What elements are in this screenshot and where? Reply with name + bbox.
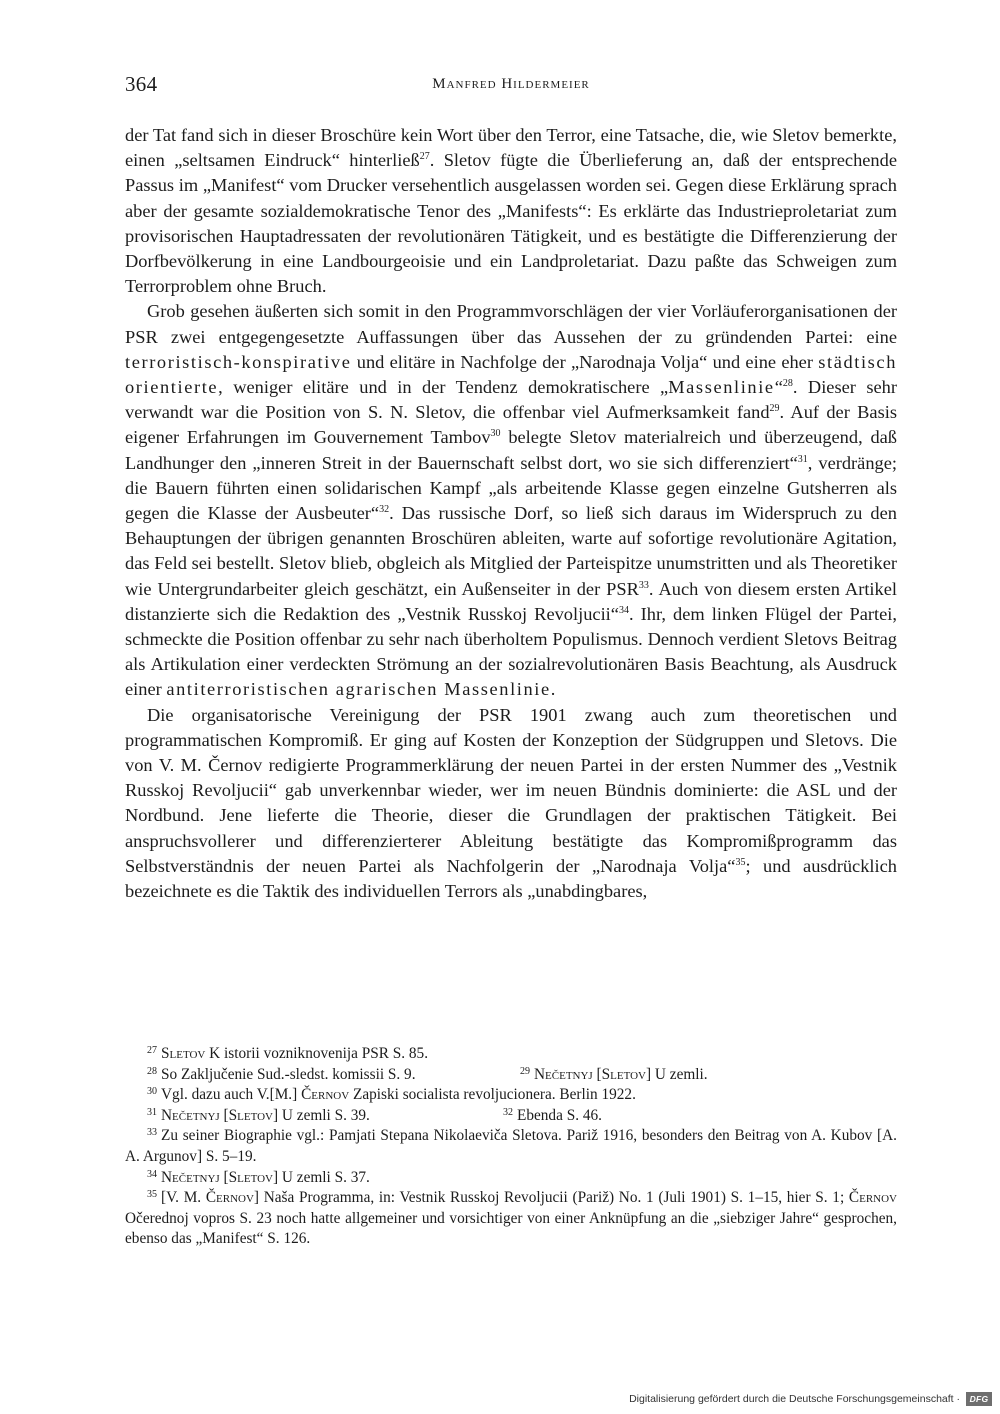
text-run: Grob gesehen äußerten sich somit in den Programmvorschlägen der vier Vorläuferorganisationen der PSR zwei entgegengesetzte Auffassungen über das Aussehen der zu gründenden Partei: eine <box>125 301 897 347</box>
footnote-31 <box>125 1106 503 1127</box>
author-name: Sletov <box>161 1045 206 1062</box>
footnote-text: ] U zemli S. 37. <box>273 1168 370 1186</box>
page-number: 364 <box>125 72 158 96</box>
footnote-ref: 28 <box>782 378 793 390</box>
footnote-text: Vgl. dazu auch V.[M.] <box>161 1086 302 1104</box>
footnote-ref: 27 <box>419 151 430 163</box>
author-name: Nečetnyj <box>161 1106 220 1124</box>
text-run: . Auch von diesem ersten Artikel distanzierte sich die Redaktion des „Vestnik Russkoj Revoljucii“ <box>125 578 897 624</box>
footnote-text: Zapiski socialista revoljucionera. Berlin 1922. <box>349 1086 636 1104</box>
footnote-text: [ <box>219 1168 229 1186</box>
footnote-number: 29 <box>520 1065 530 1077</box>
author-name: Sletov <box>601 1065 646 1083</box>
text-run: . Auf der Basis eigener Erfahrungen im Gouvernement Tambov <box>125 402 898 448</box>
footnote-ref: 35 <box>735 856 746 868</box>
footnote-28 <box>125 1065 520 1086</box>
footnote-number: 27 <box>147 1045 157 1056</box>
footnote-number: 32 <box>503 1106 513 1118</box>
footnote-text: ] U zemli S. 39. <box>273 1106 370 1124</box>
footnote-text: [V. M. <box>161 1189 206 1207</box>
footnote-row-28-29 <box>125 1065 897 1086</box>
text-run: . Dieser sehr verwandt war die Position von S. N. Sletov, die offenbar viel Aufmerksamkeit fand <box>125 377 897 423</box>
footnote-ref: 29 <box>769 403 780 415</box>
text-run: und elitäre in Nachfolge der „Narodnaja Volja“ und eine eher <box>351 351 819 372</box>
footnote-text: So Zaključenie Sud.-sledst. komissii S. 9. <box>161 1065 416 1083</box>
text-run: . Ihr, dem linken Flügel der Partei, schmeckte die Position offenbar zu sehr nach überholtem Populismus. Dennoch verdient Sletovs Beitrag als Artikulation einer verdeckten Strömung an der sozialrevolutionären Basis Beachtung, als Ausdruck einer <box>125 603 897 700</box>
text-run: , verdränge; die Bauern führten einen solidarischen Kampf „als arbeitende Klasse gegen einzelne Gutsherren als gegen die Klasse der Ausbeuter“ <box>125 452 897 524</box>
text-run: “ <box>774 377 783 398</box>
footnote-27 <box>125 1044 897 1065</box>
footnote-number: 35 <box>147 1189 157 1201</box>
author-name: Sletov <box>228 1168 273 1186</box>
footnote-text: K istorii vozniknovenija PSR S. 85. <box>205 1045 429 1062</box>
spaced-emphasis: Massenlinie <box>668 377 775 398</box>
running-head <box>125 72 897 102</box>
spaced-emphasis: antiterroristischen agrarischen Massenlinie <box>166 679 551 700</box>
author-name: Sletov <box>228 1106 273 1124</box>
footnote-text: ] Naša Programma, in: Vestnik Russkoj Revoljucii (Pariž) No. 1 (Juli 1901) S. 1–15, hier S. 1; <box>253 1189 849 1207</box>
footnote-ref: 32 <box>379 504 390 516</box>
footnote-text: ] U zemli. <box>646 1065 708 1083</box>
digitization-footer <box>629 1390 992 1408</box>
text-run: ; und ausdrücklich bezeichnete es die Taktik des individuellen Terrors als „unabdingbares, <box>125 855 897 902</box>
footnote-35 <box>125 1188 897 1250</box>
dfg-logo-icon: DFG <box>966 1392 992 1406</box>
spaced-emphasis: städtisch orientierte <box>125 351 897 398</box>
footnote-number: 28 <box>147 1065 157 1077</box>
footnote-ref: 34 <box>618 604 629 616</box>
footnote-ref: 33 <box>638 579 649 591</box>
text-run: der Tat fand sich in dieser Broschüre kein Wort über den Terror, eine Tatsache, die, wie Sletov bemerkte, einen „seltsamen Eindruck“ hinterließ <box>125 125 897 171</box>
author-name: Černov <box>301 1086 350 1104</box>
footnote-row-31-32 <box>125 1106 897 1127</box>
paragraph-1 <box>125 123 897 299</box>
author-name: Černov <box>205 1189 254 1207</box>
footnote-text: Ebenda S. 46. <box>517 1106 602 1124</box>
digitization-note: Digitalisierung gefördert durch die Deutsche Forschungsgemeinschaft · <box>629 1393 960 1405</box>
footnote-number: 31 <box>147 1106 157 1118</box>
footnote-ref: 30 <box>490 428 501 440</box>
footnote-34 <box>125 1168 897 1189</box>
footnote-ref: 31 <box>797 453 808 465</box>
author-name: Nečetnyj <box>534 1065 593 1083</box>
spaced-emphasis: terroristisch-konspirative <box>125 351 352 372</box>
text-run: . Das russische Dorf, so ließ sich daraus im Widerspruch zu den Behauptungen der übrigen genannten Broschüren ableiten, warte auf sofortige revolutionäre Agitation, das Feld sei bestellt. Sletov blieb, obgleich als Mitglied der Parteispitze unumstritten und als Theoretiker wie Untergrundarbeiter gleich geschätzt, ein Außenseiter in der PSR <box>125 503 897 599</box>
text-run: Die organisatorische Vereinigung der PSR 1901 zwang auch zum theoretischen und programmatischen Kompromiß. Er ging auf Kosten der Konzeption der Südgruppen und Sletovs. Die von V. M. Černov redigierte Programmerklärung der neuen Partei in der ersten Nummer des „Vestnik Russkoj Revoljucii“ gab unverkennbar wieder, wer im neuen Bündnis dominierte: die ASL und der Nordbund. Jene lieferte die Theorie, dieser die Grundlagen der praktischen Tätigkeit. Bei anspruchsvollerer und differenzierterer Ableitung bestätigte das Kompromißprogramm das Selbstverständnis der neuen Partei als Nachfolgerin der „Narodnaja Volja“ <box>125 704 897 876</box>
footnote-text: [ <box>592 1065 602 1083</box>
paragraph-2 <box>125 299 897 702</box>
footnote-text: [ <box>219 1106 229 1124</box>
author-header: Manfred Hildermeier <box>432 76 590 92</box>
footnote-number: 33 <box>147 1127 157 1139</box>
author-name: Nečetnyj <box>161 1168 220 1186</box>
text-run: . <box>550 679 556 700</box>
text-run: belegte Sletov materialreich und überzeugend, daß Landhunger den „inneren Streit in der Bauernschaft selbst dort, wo sie sich differenziert“ <box>125 427 898 473</box>
footnote-33 <box>125 1126 897 1167</box>
footnote-30 <box>125 1085 897 1106</box>
footnote-number: 30 <box>147 1086 157 1098</box>
footnote-text: Očerednoj vopros S. 23 noch hatte allgemeiner und vorsichtiger von einer Anknüpfung an die „siebziger Jahre“ gesprochen, ebenso das „Manifest“ S. 126. <box>125 1209 897 1248</box>
body-text <box>125 123 897 904</box>
author-name: Černov <box>848 1189 897 1207</box>
footnote-text: Zu seiner Biographie vgl.: Pamjati Stepana Nikolaeviča Sletova. Pariž 1916, besonders den Beitrag von A. Kubov [A. A. Argunov] S. 5–19. <box>125 1127 897 1165</box>
footnote-29 <box>520 1065 708 1086</box>
text-run: . Sletov fügte die Überlieferung an, daß der entsprechende Passus im „Manifest“ vom Drucker versehentlich ausgelassen worden sei. Gegen diese Erklärung sprach aber der gesamte sozialdemokratische Tenor des „Manifests“: Es erklärte das Industrieproletariat zum provisorischen Hauptadressaten der revolutionären Tätigkeit, und es bestätigte die Differenzierung der Dorfbevölkerung in eine Landbourgeoisie und ein Landproletariat. Dazu paßte das Schweigen zum Terrorproblem ohne Bruch. <box>125 150 897 297</box>
paragraph-3 <box>125 703 897 905</box>
footnote-number: 34 <box>147 1168 157 1180</box>
footnote-32 <box>503 1106 602 1127</box>
text-run: , weniger elitäre und in der Tendenz demokratischere „ <box>218 377 669 398</box>
footnotes <box>125 1044 897 1250</box>
